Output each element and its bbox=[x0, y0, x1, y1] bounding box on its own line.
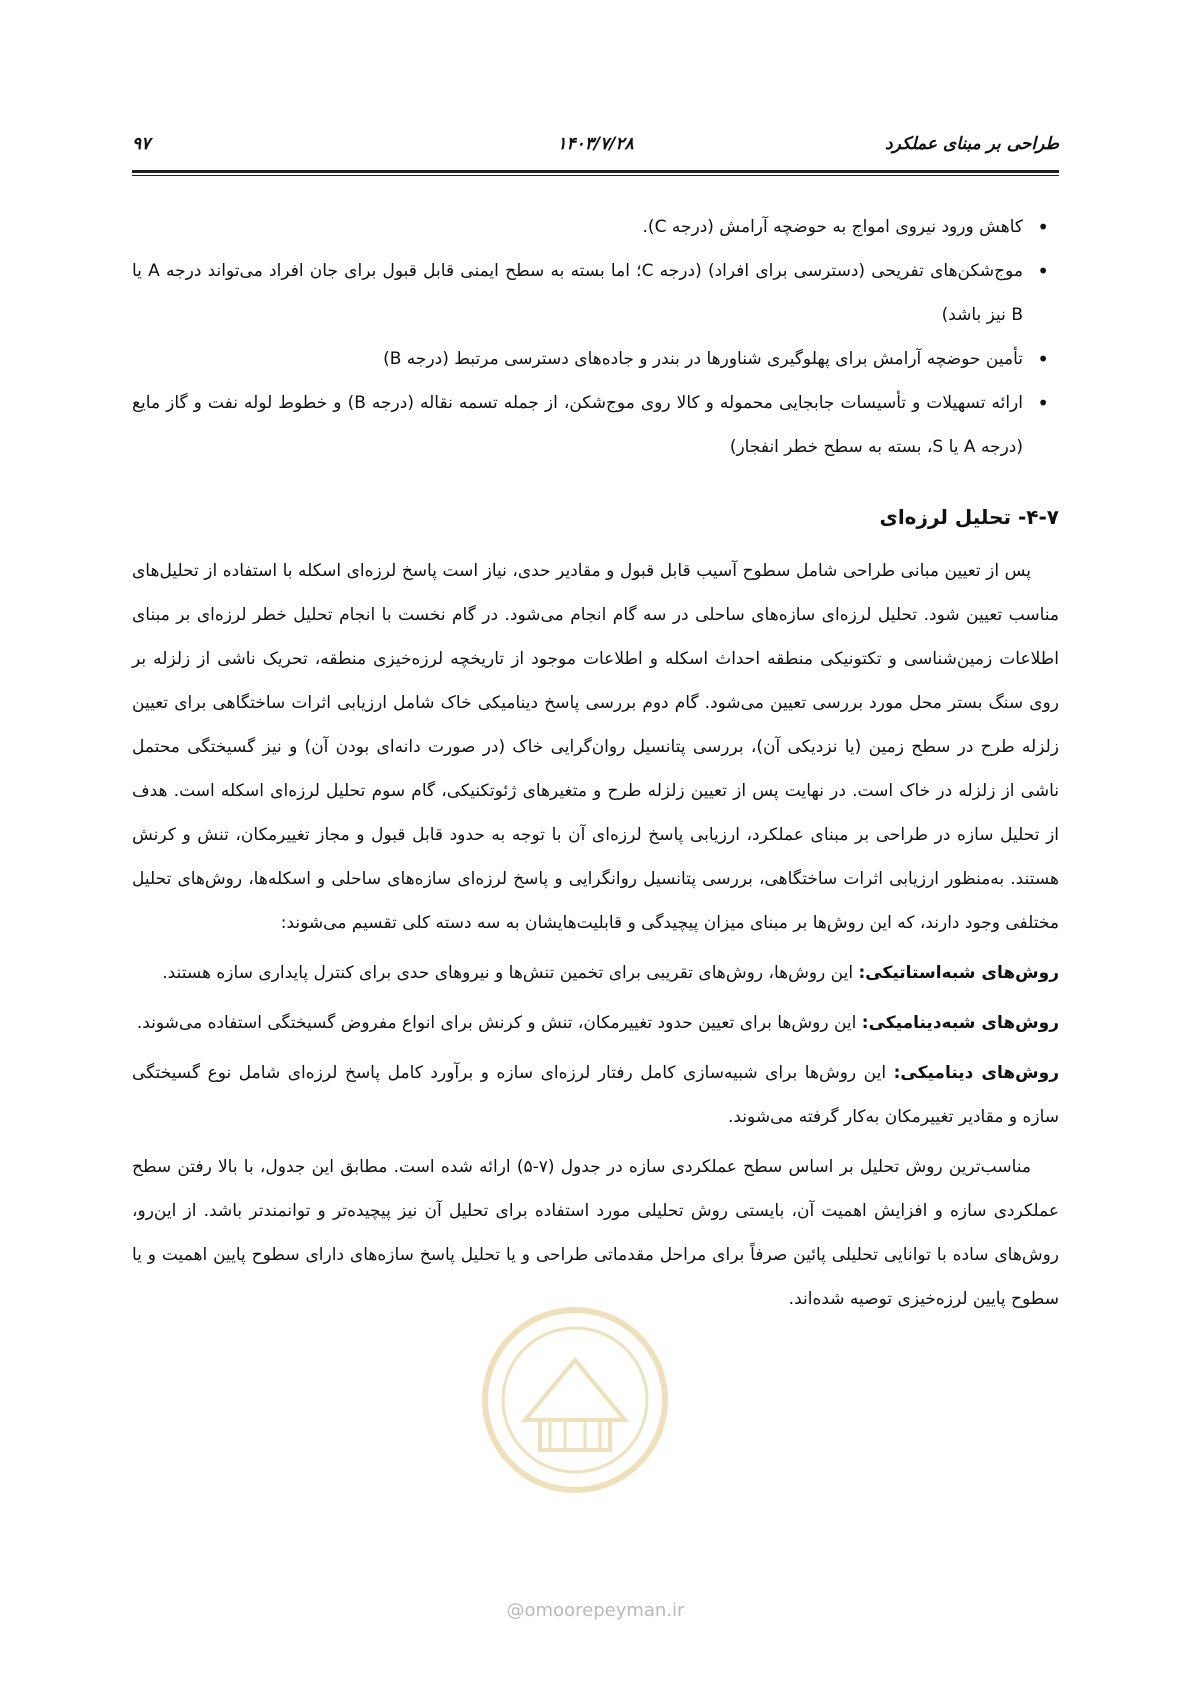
method-text: این روش‌ها برای تعیین حدود تغییرمکان، تنش و کرنش برای انواع مفروض گسیختگی استفاده می‌شوند. bbox=[136, 1013, 862, 1033]
header-date: ۱۴۰۳/۷/۲۸ bbox=[557, 134, 634, 154]
body-paragraph: پس از تعیین مبانی طراحی شامل سطوح آسیب قابل قبول و مقادیر حدی، نیاز است پاسخ لرزه‌ای اسکله با استفاده از تحلیل‌های مناسب تعیین شود. تحلیل لرزه‌ای سازه‌های ساحلی در سه گام انجام می‌شود. در گام نخست با انجام تحلیل خطر لرزه‌ای بر مبنای اطلاعات زمین‌شناسی و تکتونیکی منطقه احداث اسکله و اطلاعات موجود از تاریخچه لرزه‌خیزی منطقه، تحریک ناشی از زلزله بر روی سنگ بستر محل مورد بررسی تعیین می‌شود. گام دوم بررسی پاسخ دینامیکی خاک شامل ارزیابی اثرات ساختگاهی برای تعیین زلزله طرح در سطح زمین (یا نزدیکی آن)، بررسی پتانسیل روان‌گرایی خاک (در صورت دانه‌ای بودن آن) و نیز گسیختگی محتمل ناشی از زلزله در خاک است. در نهایت پس از تعیین زلزله طرح و متغیرهای ژئوتکنیکی، گام سوم تحلیل لرزه‌ای اسکله است. هدف از تحلیل سازه در طراحی بر مبنای عملکرد، ارزیابی پاسخ لرزه‌ای آن با توجه به حدود قابل قبول و مجاز تغییرمکان، تنش و کرنش هستند. به‌منظور ارزیابی اثرات ساختگاهی، بررسی پتانسیل روانگرایی و پاسخ لرزه‌ای سازه‌های ساحلی و اسکله‌ها، روش‌های تحلیل مختلفی وجود دارند، که این روش‌ها بر مبنای میزان پیچیدگی و قابلیت‌هایشان به سه دسته کلی تقسیم می‌شوند: bbox=[132, 561, 1059, 933]
method-text: این روش‌ها، روش‌های تقریبی برای تخمین تنش‌ها و نیروهای حدی برای کنترل پایداری سازه هستند. bbox=[162, 963, 859, 983]
bullet-list bbox=[132, 205, 1059, 469]
page-number: ۹۷ bbox=[132, 134, 151, 154]
method-paragraph bbox=[132, 951, 1059, 995]
site-url: omoorepeyman.ir bbox=[524, 1600, 685, 1621]
method-text: این روش‌ها برای شبیه‌سازی کامل رفتار لرزه‌ای سازه و برآورد کامل پاسخ لرزه‌ای شامل نوع گسیختگی سازه و مقادیر تغییرمکان به‌کار گرفته می‌شوند. bbox=[132, 1063, 1059, 1127]
body-paragraph: مناسب‌ترین روش تحلیل بر اساس سطح عملکردی سازه در جدول (۷-۵) ارائه شده است. مطابق این جدول، با بالا رفتن سطح عملکردی سازه و افزایش اهمیت آن، بایستی روش تحلیلی مورد استفاده برای تحلیل آن نیز پیچیده‌تر و توانمندتر باشد. از این‌رو، روش‌های ساده با توانایی تحلیلی پائین صرفاً برای مراحل مقدماتی طراحی و یا تحلیل پاسخ سازه‌های دارای سطوح پایین اهمیت و یا سطوح پایین لرزه‌خیزی توصیه شده‌اند. bbox=[132, 1157, 1059, 1309]
page-header bbox=[132, 128, 1059, 168]
list-item: • کاهش ورود نیروی امواج به حوضچه آرامش (درجه C). bbox=[132, 205, 1059, 249]
header-rule bbox=[132, 170, 1059, 176]
method-term: روش‌های دینامیکی: bbox=[893, 1063, 1059, 1083]
list-item: • ارائه تسهیلات و تأسیسات جابجایی محموله و کالا روی موج‌شکن، از جمله تسمه نقاله (درجه B) و خطوط لوله نفت و گاز مایع (درجه A یا S، بسته به سطح خطر انفجار) bbox=[132, 381, 1059, 469]
method-term: روش‌های شبه‌استاتیکی: bbox=[858, 963, 1059, 983]
method-paragraph bbox=[132, 1001, 1059, 1045]
seal-watermark-icon bbox=[455, 1300, 695, 1500]
method-paragraph bbox=[132, 1051, 1059, 1139]
running-title: طراحی بر مبنای عملکرد bbox=[885, 134, 1059, 154]
list-item: • تأمین حوضچه آرامش برای پهلوگیری شناورها در بندر و جاده‌های دسترسی مرتبط (درجه B) bbox=[132, 337, 1059, 381]
section-heading: ۴-۷- تحلیل لرزه‌ای bbox=[879, 505, 1059, 529]
page-body bbox=[132, 205, 1059, 1327]
at-icon: @ bbox=[506, 1600, 525, 1621]
method-term: روش‌های شبه‌دینامیکی: bbox=[861, 1013, 1059, 1033]
footer-site bbox=[0, 1600, 1191, 1621]
list-item: • موج‌شکن‌های تفریحی (دسترسی برای افراد) (درجه C؛ اما بسته به سطح ایمنی قابل قبول برای جان افراد می‌تواند درجه A یا B نیز باشد) bbox=[132, 249, 1059, 337]
